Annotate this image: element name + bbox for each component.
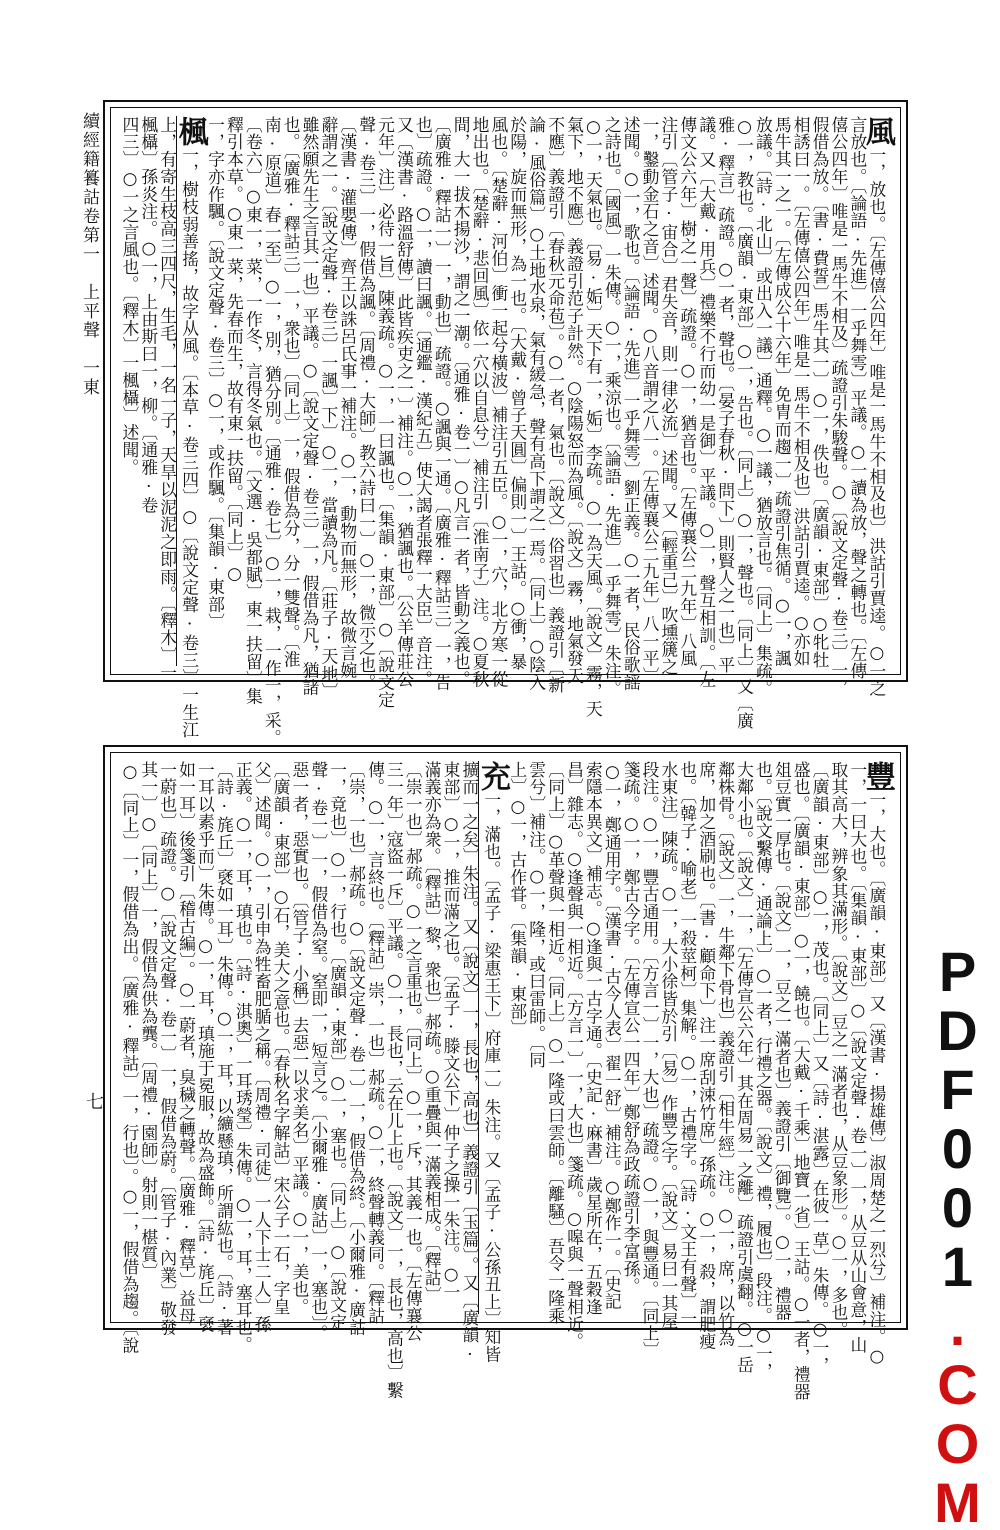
text-column [119,116,138,666]
column-text: 之詩也。〔國風〕一朱傳。○一，乘涼也。〔論語·先進〕一乎舞雩〕朱注。 [602,116,623,697]
text-column [337,116,358,679]
column-text: 一，竟也〕○一，行也。〔廣韻·東部〕○一，塞也。〔同上〕○〔說文定 [327,761,348,1331]
text-column [488,116,509,688]
text-column [224,116,243,666]
text-column [677,116,696,666]
column-text: 風也。〔楚辭·河伯〕衝一起兮橫波〕補注引五臣。○一，穴，北方寒一從 [488,116,509,688]
column-text: 釋引本草。○東一菜，先春而生，故有東一扶留。〔同上〕○ [224,116,245,584]
text-column [601,761,623,1314]
text-column [440,761,462,1314]
column-text: 聲·卷一〕一，假借為窒。窒即一，短言之。〔小爾雅·廣詁〕一，塞也〕。 [308,761,329,1342]
column-text: 水東注〕陳疏。○一，大小徐皆於引〔易〕作豐之字。〔說文〕易曰一其屋 [658,761,679,1330]
text-column [474,761,510,1363]
text-column [421,761,443,1314]
text-column [119,761,140,1355]
text-column [715,761,736,1348]
text-column [469,116,491,688]
column-text: 鄰株骨。〔說文〕一，牛鄰下骨也〕義證引〔相牛經〕注。○一，席，以竹為 [715,761,736,1348]
text-column [828,761,849,1339]
column-text: 言放也。〔論語·先進〕一乎舞雩〕平議。○一讀為放，聲之轉也。〔左傳 [847,116,868,680]
text-column [346,761,367,1337]
column-text: 相誘曰一。〔左傳僖公四年〕唯是一馬牛不相及也〕洪詁引賈逵。○亦如 [791,116,812,668]
text-column [639,116,661,685]
column-text: 惡一者，惡實也。〔管子·小稱〕去惡一以求美名〕平議。○一，美也。 [289,761,310,1316]
column-text: 放議。〔詩·北山〕或出入一議〕通釋。○一議，猶放言也。〔同上〕集疏。 [753,116,774,697]
text-column [507,116,528,671]
column-text: 上，有寄生枝高三四尺，生毛，一名一子，天旱以泥泥之即雨。〔釋木〕一 [157,116,178,682]
column-text: 一，一曰大也。〔集韻·東部〕○〔說文定聲·卷一〕一，从豆从山會意，山 [847,761,868,1354]
text-column [375,116,396,709]
text-column [658,761,679,1330]
top-text-panel [103,100,908,747]
column-text: 〔卷六〕○東一，菜，一作冬，言得冬氣也。〔文選·吳都賦〕東一扶留〕集 [243,116,264,706]
top-text-columns [119,116,895,747]
column-text: ○一，鄭通用字。〔漢書·古今人表〕翟一舒〕補注。○鄭作一。〔史記 [602,761,623,1311]
bottom-text-panel [103,745,908,1401]
column-text: 三一年〕寇盜一斥〕平議。○一，長也，云在儿上也。〔說文〕一，長也，高也〕繫 [384,761,405,1400]
text-column [564,116,585,685]
column-text: 注引〔管子·宙合〕君失音，則一律必流〕述聞。又〔輕重己〕吹壎篪之 [658,116,679,676]
column-text: 也。〔韓子·喻老〕一殺莖柯〕集解。○一，古禮字。〔詩·文王有聲〕一 [677,761,698,1328]
text-column [545,761,566,1325]
column-text: 一，字亦作颿。〔說文定聲·卷三〕○一，或作颿。〔集韻·東部〕 [205,116,226,631]
text-column [507,761,526,1314]
column-text: 一，鑿動金石之音〕述聞。○八音謂之八一。〔左傳襄公二九年〕八一平〕 [640,116,661,685]
text-column [859,761,895,1367]
text-column [213,761,235,1337]
text-column [176,761,197,1325]
column-text: 馬牛其一之一。〔左傳成公十六年〕免胄而趨一〕疏證引焦循。○一，諷 [772,116,793,668]
text-column [771,116,793,668]
column-text: 一耳以素乎而〕朱傳。○一，耳，瑱施于冕服，故為盛飾。〔詩·旄丘〕褎 [195,761,216,1333]
text-column [696,761,717,1351]
text-column [261,116,283,747]
column-text: 論·風俗篇〕○土地水泉，氣有緩急，聲有高下謂之一焉。〔同上〕○陰入 [526,116,547,692]
column-text: 也〕疏證。○一，讀曰諷。〔通鑑·漢紀五〕使大謁者張釋一大臣〕音注。 [413,116,434,688]
text-column [526,116,547,692]
column-text: ○〔同上〕一，假借為出。〔廣雅·釋詁〕一，行也〕。○一，假借為趨。〔說 [119,761,140,1355]
column-text: 〔廣韻·東部〕○一，茂也。〔同上〕又〔詩·湛露〕在彼一草〕朱傳。○一， [810,761,831,1375]
text-column [790,116,812,668]
text-column [289,761,308,1314]
column-text: 席，加之酒刷也。〔書·顧命下〕注一席刮涑竹席〕孫疏。○一，殺，謂肥瘦 [696,761,717,1351]
text-column [232,761,254,1354]
column-text: 〔同上〕○革聲與一相近。〔同上〕○一隆或曰雲師。〔離騷〕吾令一隆乘 [545,761,566,1325]
headword: 楓一，樹枝弱善搖，故字从風。〔本草·卷三四〕○〔說文定聲·卷三〕一生江 [172,116,208,739]
text-column [620,761,642,1314]
column-text: 雲兮〕補注。○一，隆，或曰雷師。〔同 [526,761,547,1069]
column-text: 傳文公六年〕樹之一聲〕疏證。○一，猶音也。〔左傳襄公二九年〕八風 [677,116,698,668]
text-column [402,761,424,1342]
column-text: 雖然願先生之言其一也〕平議。○〔說文定聲·卷三〕一，假借為凡，猶諸 [300,116,321,697]
headword: 充一，滿也。〔孟子·梁惠王下〕府庫一〕朱注。又〔孟子·公孫丑上〕知皆 [474,761,510,1363]
column-text: 述聞。○一，歌也。〔論語·先進〕一乎舞雩〕劉正義。○一者，民俗歌謡 [621,116,642,692]
column-text: 議。又〔大戴·用兵〕禮樂不行而幼一是御〕平議。○一，聲互相訓。〔左 [696,116,717,688]
column-text: 四三〕○一之言風也。〔釋木〕一楓欇〕述聞。 [119,116,140,477]
text-column [138,116,157,666]
text-column [734,761,755,1374]
column-text: 索隱本異文〕補志。○逢與一古字通。〔史記·麻書〕歲星所在，五穀逢 [583,761,604,1316]
text-column [753,761,774,1380]
text-column [327,761,348,1331]
column-text: 大鄰小也。〔說文〕一，〔左傳宣公六年〕其在周易一之離〕疏證引虞翻。○一岳 [734,761,755,1374]
text-column [318,116,339,701]
text-column [280,116,302,668]
column-text: 聲·卷三〕一，假借為諷。〔周禮·大師〕教六詩曰一〕○一，微示之也。 [356,116,377,692]
watermark-brand: PDF001 [926,940,989,1294]
column-text: 氣下，地不應〕義證引范子計然。○陰陽怒而為風。〔說文〕霧，地氣發天 [564,116,585,685]
text-column [658,116,679,676]
text-column [412,116,434,688]
column-text: 正義。○一，耳，瑱也。〔詩·淇奧〕一耳琇瑩〕朱傳。○一，耳，塞耳也。 [233,761,254,1354]
column-text: 一蔚也〕疏證。○〔說文定聲·卷一〕一，假借為蔚。〔管子·內業〕敬發 [157,761,178,1337]
text-column [677,761,698,1328]
column-text: 上〕○一，古作甞。〔集韻·東部〕 [507,761,528,1038]
column-text: 僖公四年〕唯是一馬牛不相及〕疏證引朱駿聲。○〔說文定聲·卷三〕一， [828,116,849,697]
text-column [582,761,604,1316]
watermark-suffix: .COM [926,1294,989,1530]
text-column [299,116,321,697]
column-text: 楓欇〕孫炎注。○一，上由斯曰一，柳。〔通雅·卷 [138,116,159,514]
text-column [157,761,178,1337]
text-column [809,116,831,669]
column-text: 〔廣韻·東部〕○石，美大之意也。〔春秋名字解詁〕宋公子一石，字皇 [271,761,292,1316]
column-text: 取其高大，辨象其滿形。〔說文〕豆之一滿者也，从豆象形〕。○一，多也。 [828,761,849,1339]
column-text: 間，大一拔木揚沙，謂之一潮。〔通雅·卷一〕○凡言一者，皆動之義也。 [451,116,472,688]
column-text: 元年〕注〕必待一旨〕陳義疏。○一，一曰諷也。〔集韻·東部〕○〔說文定 [375,116,396,709]
text-column [251,761,273,1333]
column-text: 滿義亦為衆。〔釋詁〕黎，衆也〕郝疏。○重疊與一滿義相成。〔釋詁〕 [422,761,443,1304]
text-column [138,761,157,1314]
text-column [270,761,292,1316]
column-text: 如一耳〕後箋引〔稽古編〕。○一蔚者，臭穢之轉聲。〔廣雅·釋草〕益母 [176,761,197,1325]
column-text: 〔廣雅·釋詁一〕一，動也〕疏證。○諷與一通。〔廣雅·釋詁三〕一，告 [432,116,453,692]
text-column [564,761,585,1351]
page-number: 七 [83,1092,104,1110]
column-text: 段注。○一，豐古通用。〔方言一〕一，大也〕疏證。○一，與豐通。〔同上〕 [640,761,661,1360]
text-column [734,116,755,730]
column-text: 雅·釋言〕疏證。○一者，聲也。〔晏子春秋·問下〕則賢人之一也〕平 [715,116,736,674]
column-text: 昌〕雜志。○逢聲與一相近。〔方言一〕一，大也〕箋疏。○嗥與一聲相近。 [564,761,585,1351]
text-column [356,116,377,692]
text-column [383,761,405,1400]
column-text: 盛也。〔廣韻·東部〕○一，饒也。〔大戴·千乘〕地寶一省〕王詁。○一者，禮器 [791,761,812,1401]
text-column [620,116,642,692]
column-text: 〔崇，一也〕郝疏。○〔說文定聲·卷一〕一，假借為終。〔小爾雅·廣詁 [346,761,367,1337]
text-column [601,116,623,697]
column-text: 傳。○一，言終也。〔釋詁〕崇，一也〕郝疏。○一，終聲轉義同。〔釋詁 [365,761,386,1325]
column-text: 其一〕○〔同上〕一，假借為供為龔。〔周禮·園師〕射則一椹質〕 [138,761,159,1281]
text-column [195,761,216,1333]
text-column [242,116,264,706]
column-text: 擴而一之矣〕朱注。又〔說文〕一，長也，高也〕義證引〔玉篇〕。又〔廣韻· [459,761,480,1365]
text-column [394,116,415,688]
text-column [205,116,224,666]
column-text: 俎豆實一厚也。〔說文〕一，豆之一滿者也〕義證引〔御覽〕。○一，禮器 [772,761,793,1322]
text-column [431,116,453,692]
text-column [715,116,736,674]
column-text: 〔漢書·灌嬰傳〕齊王以誅呂氏事一補注。○一，動物而無形，故微言婉 [337,116,358,679]
text-column [639,761,661,1360]
headword: 風一，放也。〔左傳僖公四年〕唯是一馬牛不相及也〕洪詁引賈逵。○一之 [859,116,895,698]
text-column [450,116,472,688]
book-title: 續經籍籑詁卷第一 上平聲 一東 [79,112,99,397]
column-text: 父〕述聞。○一，引申為牲畜肥腯之稱。〔周禮·司徒〕一人下士二人〕孫 [252,761,273,1333]
headword: 豐一，大也。〔廣韻·東部〕又〔漢書·揚雄傳〕淑周楚之一烈兮〕補注。○ [859,761,895,1367]
column-text: 也。〔說文繫傳·通論上〕○一者，行禮之器。〔說文〕禮，履也〕段注。○一， [753,761,774,1380]
text-column [828,116,849,697]
column-text: 不應〕義證引〔春秋元命苞〕。○一者，氣也。〔說文〕俗習也〕義證引〔新 [545,116,566,694]
column-text: ○一，教也。〔廣韻·東部〕○一，告也。〔同上〕○一，聲也。〔同上〕又〔廣 [734,116,755,730]
column-text: 南·原道〕春一至〕○一，別，猶分別。〔通雅·卷七〕○一，栽，一作一，采。 [262,116,283,747]
text-column [696,116,717,688]
text-column [172,116,208,739]
text-column [308,761,329,1342]
text-column [582,116,604,718]
column-text: ○一，天氣也。〔易·姤〕天下有一，姤〕李疏。○一為天風。〔說文〕霧，天 [583,116,604,718]
column-text: 也。〔廣雅·釋詁三〕一，衆也〕〔同上〕一，假借為分，分一雙聲。〔淮 [281,116,302,668]
text-column [790,761,812,1401]
column-text: 〔崇一也〕郝疏。○一之言重也。〔同上〕○一，斥，其義一也。〔左傳襄公 [403,761,424,1342]
text-column [771,761,793,1322]
text-column [526,761,545,1314]
column-text: 地出也。〔楚辭·悲回風〕依一穴以自息兮〕補注引〔淮南子〕注。○夏秋 [470,116,491,688]
column-text: 辭謂之一。〔說文定聲·卷三〕一諷〕下〕○一，當讀為凡。〔莊子·天地〕 [318,116,339,701]
text-column [545,116,566,694]
text-column [809,761,831,1375]
column-text: 箋疏。○一，鄭古今字。〔左傳宣公一四年〕鄭舒為政疏證引李富孫。 [621,761,642,1295]
text-column [365,761,386,1325]
column-text: 〔詩·旄丘〕褎如一耳〕朱傳。○一，耳，以纊懸瑱，所謂紘也。〔詩·著 [214,761,235,1337]
bottom-text-columns [119,761,895,1401]
text-column [859,116,895,698]
text-column [753,116,774,697]
column-text: 假借為放。〔書·費誓〕馬牛其一〕○一，佚也。〔廣韻·東部〕○牝牡 [810,116,831,669]
watermark [920,940,990,1530]
column-text: 東部〕○一，推而滿之也。〔孟子·滕文公下〕仲子之操一朱注。○一 [441,761,462,1302]
column-text: 又〔漢書·路溫舒傳〕此皆疾吏之一〕補注。○一，猶諷也。〔公羊傳莊公 [394,116,415,688]
column-text: 於陽，旋而無形，為一也。〔大戴·曾子天圓〕偏則一〕王詁。○衝，暴 [507,116,528,671]
